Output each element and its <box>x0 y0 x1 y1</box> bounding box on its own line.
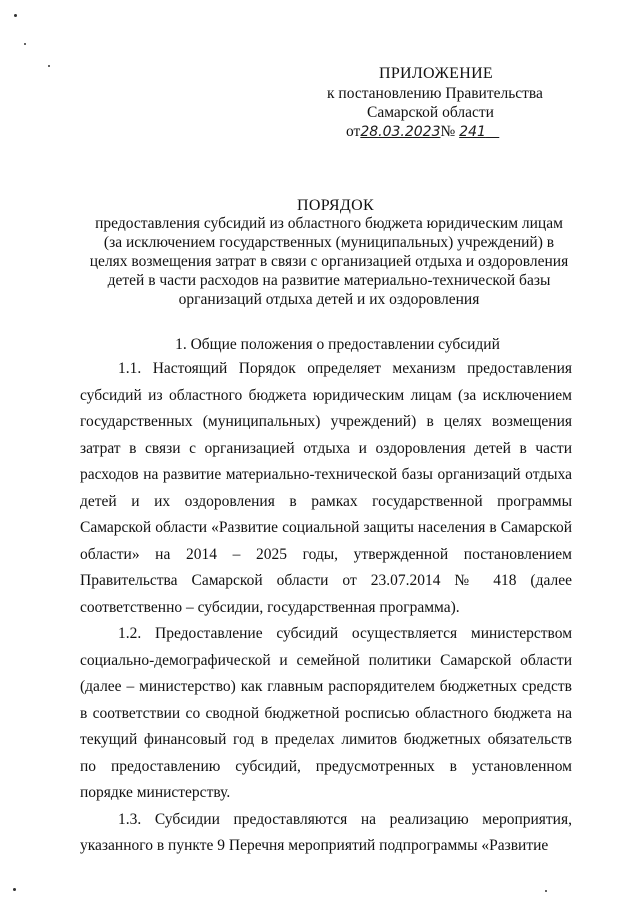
number-label: № <box>440 123 456 140</box>
appendix-title: ПРИЛОЖЕНИЕ <box>379 65 494 82</box>
scan-speck <box>24 43 26 45</box>
body-text <box>80 356 572 860</box>
scan-speck <box>545 890 547 892</box>
appendix-line-region: Самарской области <box>367 104 494 121</box>
handwritten-number: 241 <box>459 124 486 140</box>
paragraph-1-3: 1.3. Субсидии предоставляются на реализацию мероприятия, указанного в пункте 9 Перечня мероприятий подпрограммы «Развитие <box>80 810 572 854</box>
paragraph-1-2: 1.2. Предоставление субсидий осуществляется министерством социально-демографической и семейной политики Самарской области (далее – министерство) как главным распорядителем бюджетных средств в соответствии со сводной бюджетной росписью областного бюджета на текущий финансовый год в пределах лимитов бюджетных обязательств по предоставлению субсидий, предусмотренных в установленном порядке министерству. <box>80 625 572 801</box>
from-label: от <box>346 123 361 140</box>
document-title: ПОРЯДОК <box>297 197 374 214</box>
document-subtitle: предоставления субсидий из областного бюджета юридическим лицам (за исключением государственных (муниципальных) учреждений) в целях возмещения затрат в связи с организацией отдыха и оздоровления детей в части расходов на развитие материально-технической базы организаций отдыха детей и их оздоровления <box>89 215 569 308</box>
scan-speck <box>14 14 17 17</box>
appendix-date-line <box>346 122 499 142</box>
scan-speck <box>48 65 50 67</box>
handwritten-date: 28.03.2023 <box>360 124 441 140</box>
number-underline <box>486 124 499 140</box>
appendix-line-resolution: к постановлению Правительства <box>327 85 543 102</box>
section-heading: 1. Общие положения о предоставлении субсидий <box>175 336 500 353</box>
paragraph-1-1: 1.1. Настоящий Порядок определяет механизм предоставления субсидий из областного бюджета юридическим лицам (за исключением государственных (муниципальных) учреждений) в целях возмещения затрат в связи с организацией отдыха и оздоровления детей в части расходов на развитие материально-технической базы организаций отдыха детей и их оздоровления в рамках государственной программы Самарской области «Развитие социальной защиты населения в Самарской области» на 2014 – 2025 годы, утвержденной постановлением Правительства Самарской области от 23.07.2014 № 418 (далее соответственно – субсидии, государственная программа). <box>80 360 572 616</box>
scan-speck <box>13 888 16 891</box>
